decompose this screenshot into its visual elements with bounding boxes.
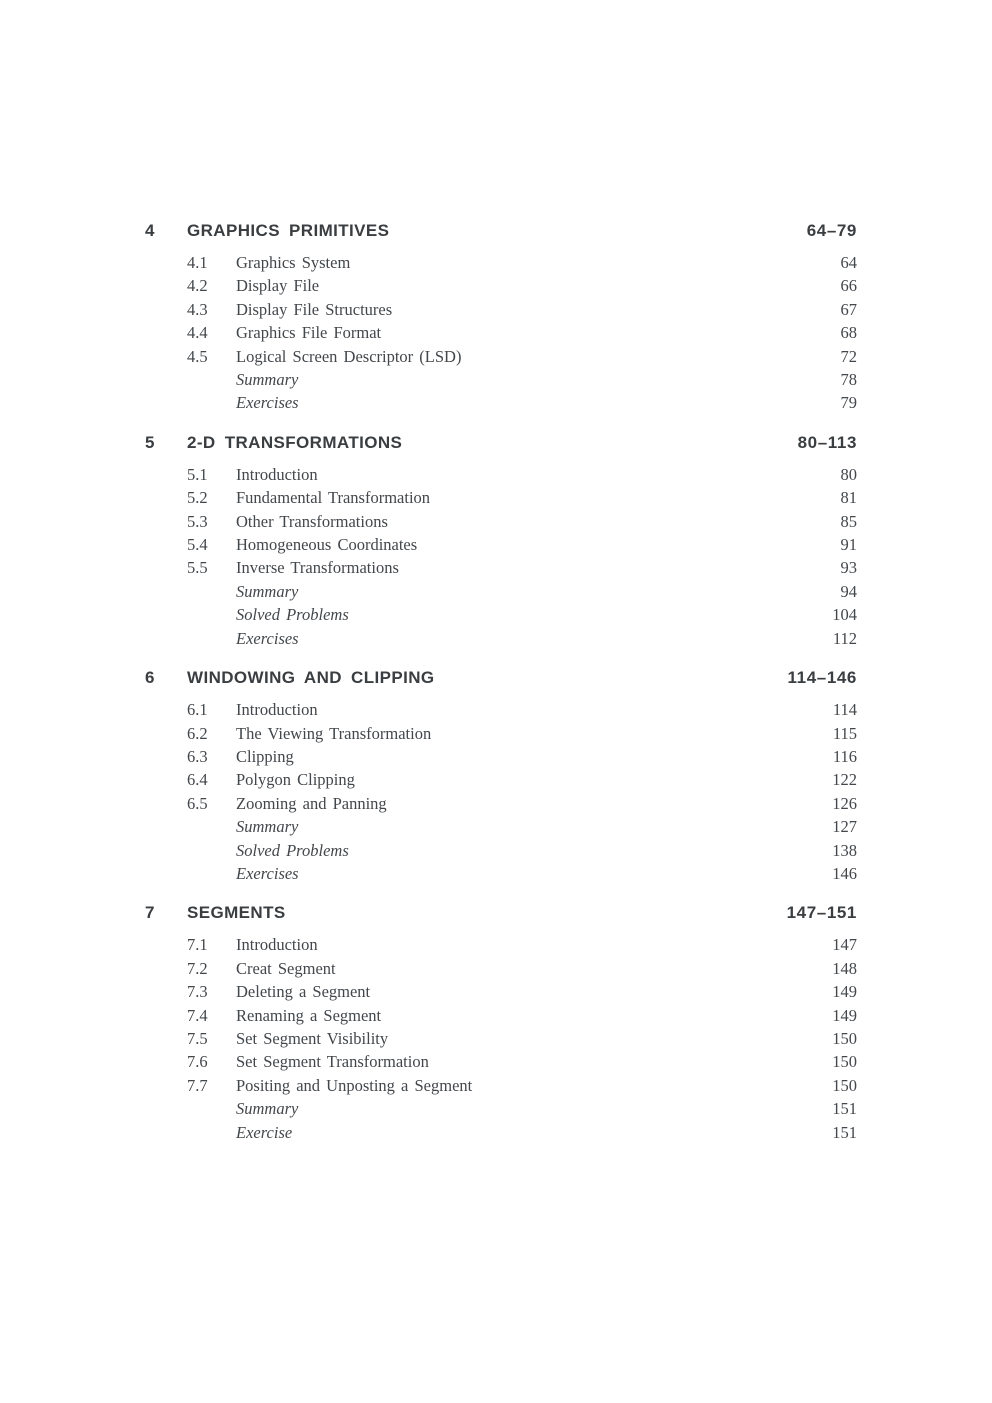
entry-title: Creat Segment [236,958,336,978]
toc-entry [187,980,857,1003]
entry-title: Summary [236,581,299,601]
toc-entry [187,368,857,391]
entry-page: 66 [840,276,857,296]
chapter-page-range: 64–79 [806,221,857,240]
entry-title: Exercises [236,393,299,413]
toc-entry [187,345,857,368]
entry-title: Other Transformations [236,511,388,531]
chapter-title: GRAPHICS PRIMITIVES [187,221,390,240]
toc-entry [187,862,857,885]
entry-title: Solved Problems [236,840,349,860]
entry-number: 5.3 [187,511,208,531]
toc-entry [187,603,857,626]
toc-entry [187,533,857,556]
entry-page: 126 [832,793,857,813]
entry-number: 6.5 [187,793,208,813]
entry-number: 6.3 [187,746,208,766]
entry-page: 138 [832,840,857,860]
entry-page: 81 [840,488,857,508]
toc-entry [187,1097,857,1120]
entry-title: Introduction [236,700,318,720]
entry-number: 7.5 [187,1028,208,1048]
toc-entry [187,722,857,745]
toc-entry [187,1121,857,1144]
chapter-entries [145,463,857,650]
toc-entry [187,839,857,862]
entry-page: 64 [840,253,857,272]
entry-page: 93 [840,558,857,578]
entry-page: 151 [832,1122,857,1142]
chapter-title: SEGMENTS [187,903,286,923]
entry-page: 78 [840,370,857,390]
chapter-entries [145,933,857,1144]
entry-title: Positing and Unposting a Segment [236,1075,473,1095]
entry-page: 115 [832,723,857,743]
entry-title: Exercises [236,628,299,648]
entry-number: 7.3 [187,982,208,1002]
entry-page: 72 [840,346,857,366]
entry-page: 127 [832,817,857,837]
toc-entry [187,321,857,344]
entry-page: 116 [832,746,857,766]
entry-page: 150 [832,1075,857,1095]
entry-title: Set Segment Transformation [236,1052,429,1072]
toc-entry [187,580,857,603]
entry-title: Renaming a Segment [236,1005,382,1025]
chapter-heading [145,430,857,456]
toc-entry [187,556,857,579]
toc-entry [187,768,857,791]
entry-number: 4.4 [187,323,208,343]
entry-page: 104 [832,605,857,625]
toc-entry [187,1050,857,1073]
entry-title: Logical Screen Descriptor (LSD) [236,346,462,366]
entry-title: Introduction [236,464,318,484]
chapter-number: 6 [145,668,155,688]
entry-number: 7.7 [187,1075,208,1095]
entry-title: Solved Problems [236,605,349,625]
entry-page: 112 [832,628,857,648]
entry-number: 6.4 [187,770,208,790]
toc-entry [187,510,857,533]
entry-number: 6.1 [187,700,208,720]
toc-entry [187,745,857,768]
chapter-title: 2-D TRANSFORMATIONS [187,432,403,452]
toc-entry [187,1027,857,1050]
entry-page: 79 [840,393,857,413]
toc-entry [187,627,857,650]
entry-title: Exercises [236,863,299,883]
toc-entry [187,698,857,721]
entry-title: Deleting a Segment [236,982,371,1002]
entry-number: 7.6 [187,1052,208,1072]
entry-title: Clipping [236,746,294,766]
entry-page: 80 [840,464,857,484]
entry-page: 151 [832,1099,857,1119]
chapter-entries [145,251,857,415]
entry-page: 148 [832,958,857,978]
entry-number: 5.2 [187,488,208,508]
toc [145,218,857,1159]
chapter-entries [145,698,857,885]
entry-page: 85 [840,511,857,531]
entry-title: Inverse Transformations [236,558,399,578]
entry-number: 4.2 [187,276,208,296]
entry-title: Display File [236,276,320,296]
entry-number: 4.3 [187,299,208,319]
entry-page: 146 [832,863,857,883]
chapter-number: 7 [145,903,155,923]
entry-page: 122 [832,770,857,790]
toc-entry [187,298,857,321]
entry-page: 94 [840,581,857,601]
entry-title: Homogeneous Coordinates [236,535,418,555]
chapter-heading [145,900,857,926]
entry-title: Graphics File Format [236,323,382,343]
chapter-page-range: 80–113 [797,432,857,452]
toc-entry [187,1074,857,1097]
toc-chapter [145,430,857,650]
entry-number: 5.5 [187,558,208,578]
toc-entry [187,251,857,274]
entry-title: Summary [236,817,299,837]
entry-page: 149 [832,982,857,1002]
chapter-heading [145,218,857,244]
entry-number: 5.1 [187,464,208,484]
entry-title: Exercise [236,1122,293,1142]
entry-number: 7.2 [187,958,208,978]
entry-page: 68 [840,323,857,343]
entry-page: 67 [840,299,857,319]
entry-number: 7.4 [187,1005,208,1025]
entry-page: 114 [832,700,857,720]
entry-title: Display File Structures [236,299,393,319]
toc-entry [187,463,857,486]
toc-entry [187,391,857,414]
entry-page: 150 [832,1052,857,1072]
entry-title: Introduction [236,935,318,955]
toc-chapter [145,665,857,885]
entry-number: 7.1 [187,935,208,955]
toc-entry [187,486,857,509]
chapter-heading [145,665,857,691]
entry-title: Zooming and Panning [236,793,387,813]
entry-number: 6.2 [187,723,208,743]
chapter-page-range: 147–151 [786,903,857,923]
entry-page: 91 [840,535,857,555]
entry-number: 4.5 [187,346,208,366]
toc-entry [187,933,857,956]
toc-entry [187,1004,857,1027]
entry-title: Summary [236,370,299,390]
entry-page: 149 [832,1005,857,1025]
entry-title: Polygon Clipping [236,770,355,790]
entry-number: 4.1 [187,253,208,272]
toc-chapter [145,900,857,1144]
chapter-page-range: 114–146 [787,668,857,688]
entry-page: 150 [832,1028,857,1048]
chapter-title: WINDOWING AND CLIPPING [187,668,435,688]
entry-title: Fundamental Transformation [236,488,431,508]
chapter-number: 5 [145,432,155,452]
entry-number: 5.4 [187,535,208,555]
entry-page: 147 [832,935,857,955]
toc-chapter [145,218,857,415]
entry-title: Summary [236,1099,299,1119]
toc-entry [187,274,857,297]
toc-entry [187,815,857,838]
toc-entry [187,957,857,980]
entry-title: The Viewing Transformation [236,723,432,743]
chapter-number: 4 [145,221,155,240]
entry-title: Set Segment Visibility [236,1028,389,1048]
toc-entry [187,792,857,815]
entry-title: Graphics System [236,253,351,272]
